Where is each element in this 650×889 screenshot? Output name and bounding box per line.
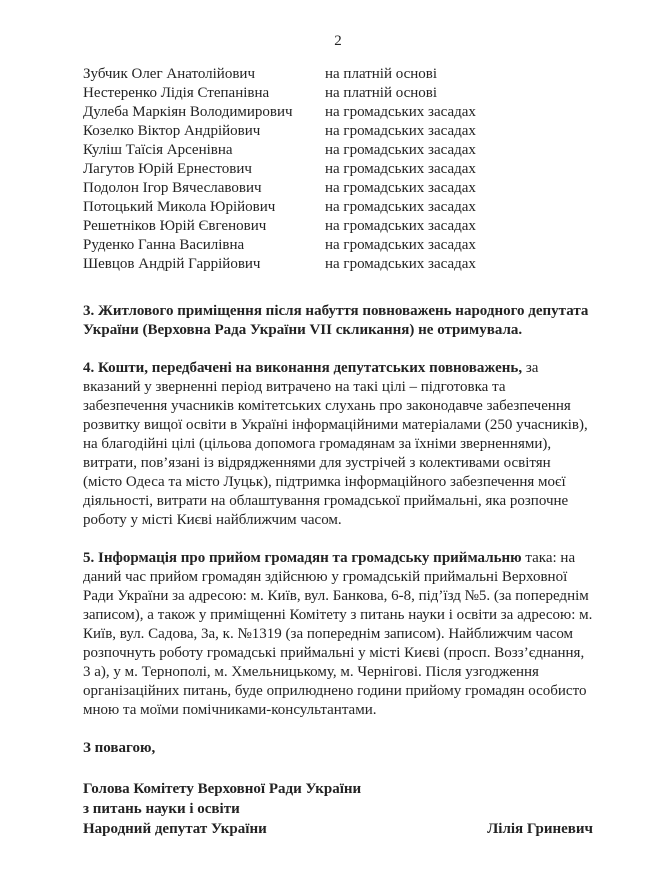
paragraph-3-text: 3. Житлового приміщення після набуття повноважень народного депутата України (Верховна Рада України VII скликання) не отримувала.: [83, 303, 589, 338]
signature-block: [83, 779, 593, 839]
assistant-row: [83, 236, 593, 255]
assistant-name: Нестеренко Лідія Степанівна: [83, 85, 270, 101]
paragraph-4-body: за вказаний у зверненні період витрачено на такі цілі – підготовка та забезпечення учасників комітетських слухань про законодавче забезпечення розвитку вищої освіти в Україні інформаційними матеріалами (250 учасників), на благодійні цілі (цільова допомога громадянам за їхніми зверненнями), витрати, пов’язані із відрядженнями для зустрічей з колективами освітян (місто Одеса та місто Луцьк), підтримка інформаційного забезпечення моєї діяльності, витрати на облаштування громадської приймальні, яка розпочне роботу у місті Києві найближчим часом.: [83, 360, 588, 528]
assistant-name: Шевцов Андрій Гаррійович: [83, 256, 261, 272]
assistant-name: Потоцький Микола Юрійович: [83, 199, 276, 215]
assistant-status: на платній основі: [325, 85, 438, 101]
paragraph-5: [83, 549, 593, 720]
assistant-row: [83, 122, 593, 141]
assistant-name: Куліш Таїсія Арсенівна: [83, 142, 233, 158]
assistant-name: Зубчик Олег Анатолійович: [83, 66, 255, 82]
assistant-row: [83, 65, 593, 84]
assistant-name: Дулеба Маркіян Володимирович: [83, 104, 293, 120]
assistant-row: [83, 198, 593, 217]
assistant-name: Лагутов Юрій Ернестович: [83, 161, 252, 177]
salutation: З повагою,: [83, 740, 156, 756]
assistant-status: на громадських засадах: [325, 237, 476, 253]
signer-title-line-2: з питань науки і освіти: [83, 801, 240, 817]
paragraph-5-lead: 5. Інформація про прийом громадян та громадську приймальню: [83, 550, 522, 566]
assistant-row: [83, 255, 593, 274]
assistant-row: [83, 84, 593, 103]
assistant-status: на громадських засадах: [325, 180, 476, 196]
paragraph-4-lead: 4. Кошти, передбачені на виконання депутатських повноважень,: [83, 360, 523, 376]
paragraph-3: [83, 302, 593, 340]
assistant-row: [83, 141, 593, 160]
assistant-name: Подолон Ігор Вячеславович: [83, 180, 262, 196]
assistant-row: [83, 217, 593, 236]
assistant-status: на громадських засадах: [325, 123, 476, 139]
signer-title-line-1: Голова Комітету Верховної Ради України: [83, 781, 362, 797]
signature-row: [83, 819, 593, 839]
signer-title-line-3: Народний депутат України: [83, 821, 267, 837]
assistant-status: на громадських засадах: [325, 218, 476, 234]
assistant-status: на громадських засадах: [325, 161, 476, 177]
assistant-status: на громадських засадах: [325, 199, 476, 215]
assistant-status: на громадських засадах: [325, 256, 476, 272]
paragraph-4: [83, 359, 593, 530]
assistant-status: на громадських засадах: [325, 104, 476, 120]
signer-name: Лілія Гриневич: [487, 821, 593, 837]
assistant-status: на платній основі: [325, 66, 438, 82]
assistant-name: Козелко Віктор Андрійович: [83, 123, 261, 139]
assistants-list: [83, 65, 593, 274]
assistant-name: Решетніков Юрій Євгенович: [83, 218, 267, 234]
paragraph-5-body: така: на даний час прийом громадян здійснюю у громадській приймальні Верховної Ради України за адресою: м. Київ, вул. Банкова, 6-8, під’їзд №5. (за попереднім записом), а також у приміщенні Комітету з питань науки і освіти за адресою: м. Київ, вул. Садова, 3а, к. №1319 (за попереднім записом). Найближчим часом розпочнуть роботу громадські приймальні у місті Києві (просп. Возз’єднання, 3 а), у м. Тернополі, м. Хмельницькому, м. Чернігові. Після узгодження організаційних питань, буде оприлюднено години прийому громадян особисто мною та моїми помічниками-консультантами.: [83, 550, 593, 718]
assistant-status: на громадських засадах: [325, 142, 476, 158]
assistant-row: [83, 179, 593, 198]
assistant-row: [83, 103, 593, 122]
page-number: 2: [334, 33, 342, 49]
assistant-row: [83, 160, 593, 179]
assistant-name: Руденко Ганна Василівна: [83, 237, 245, 253]
